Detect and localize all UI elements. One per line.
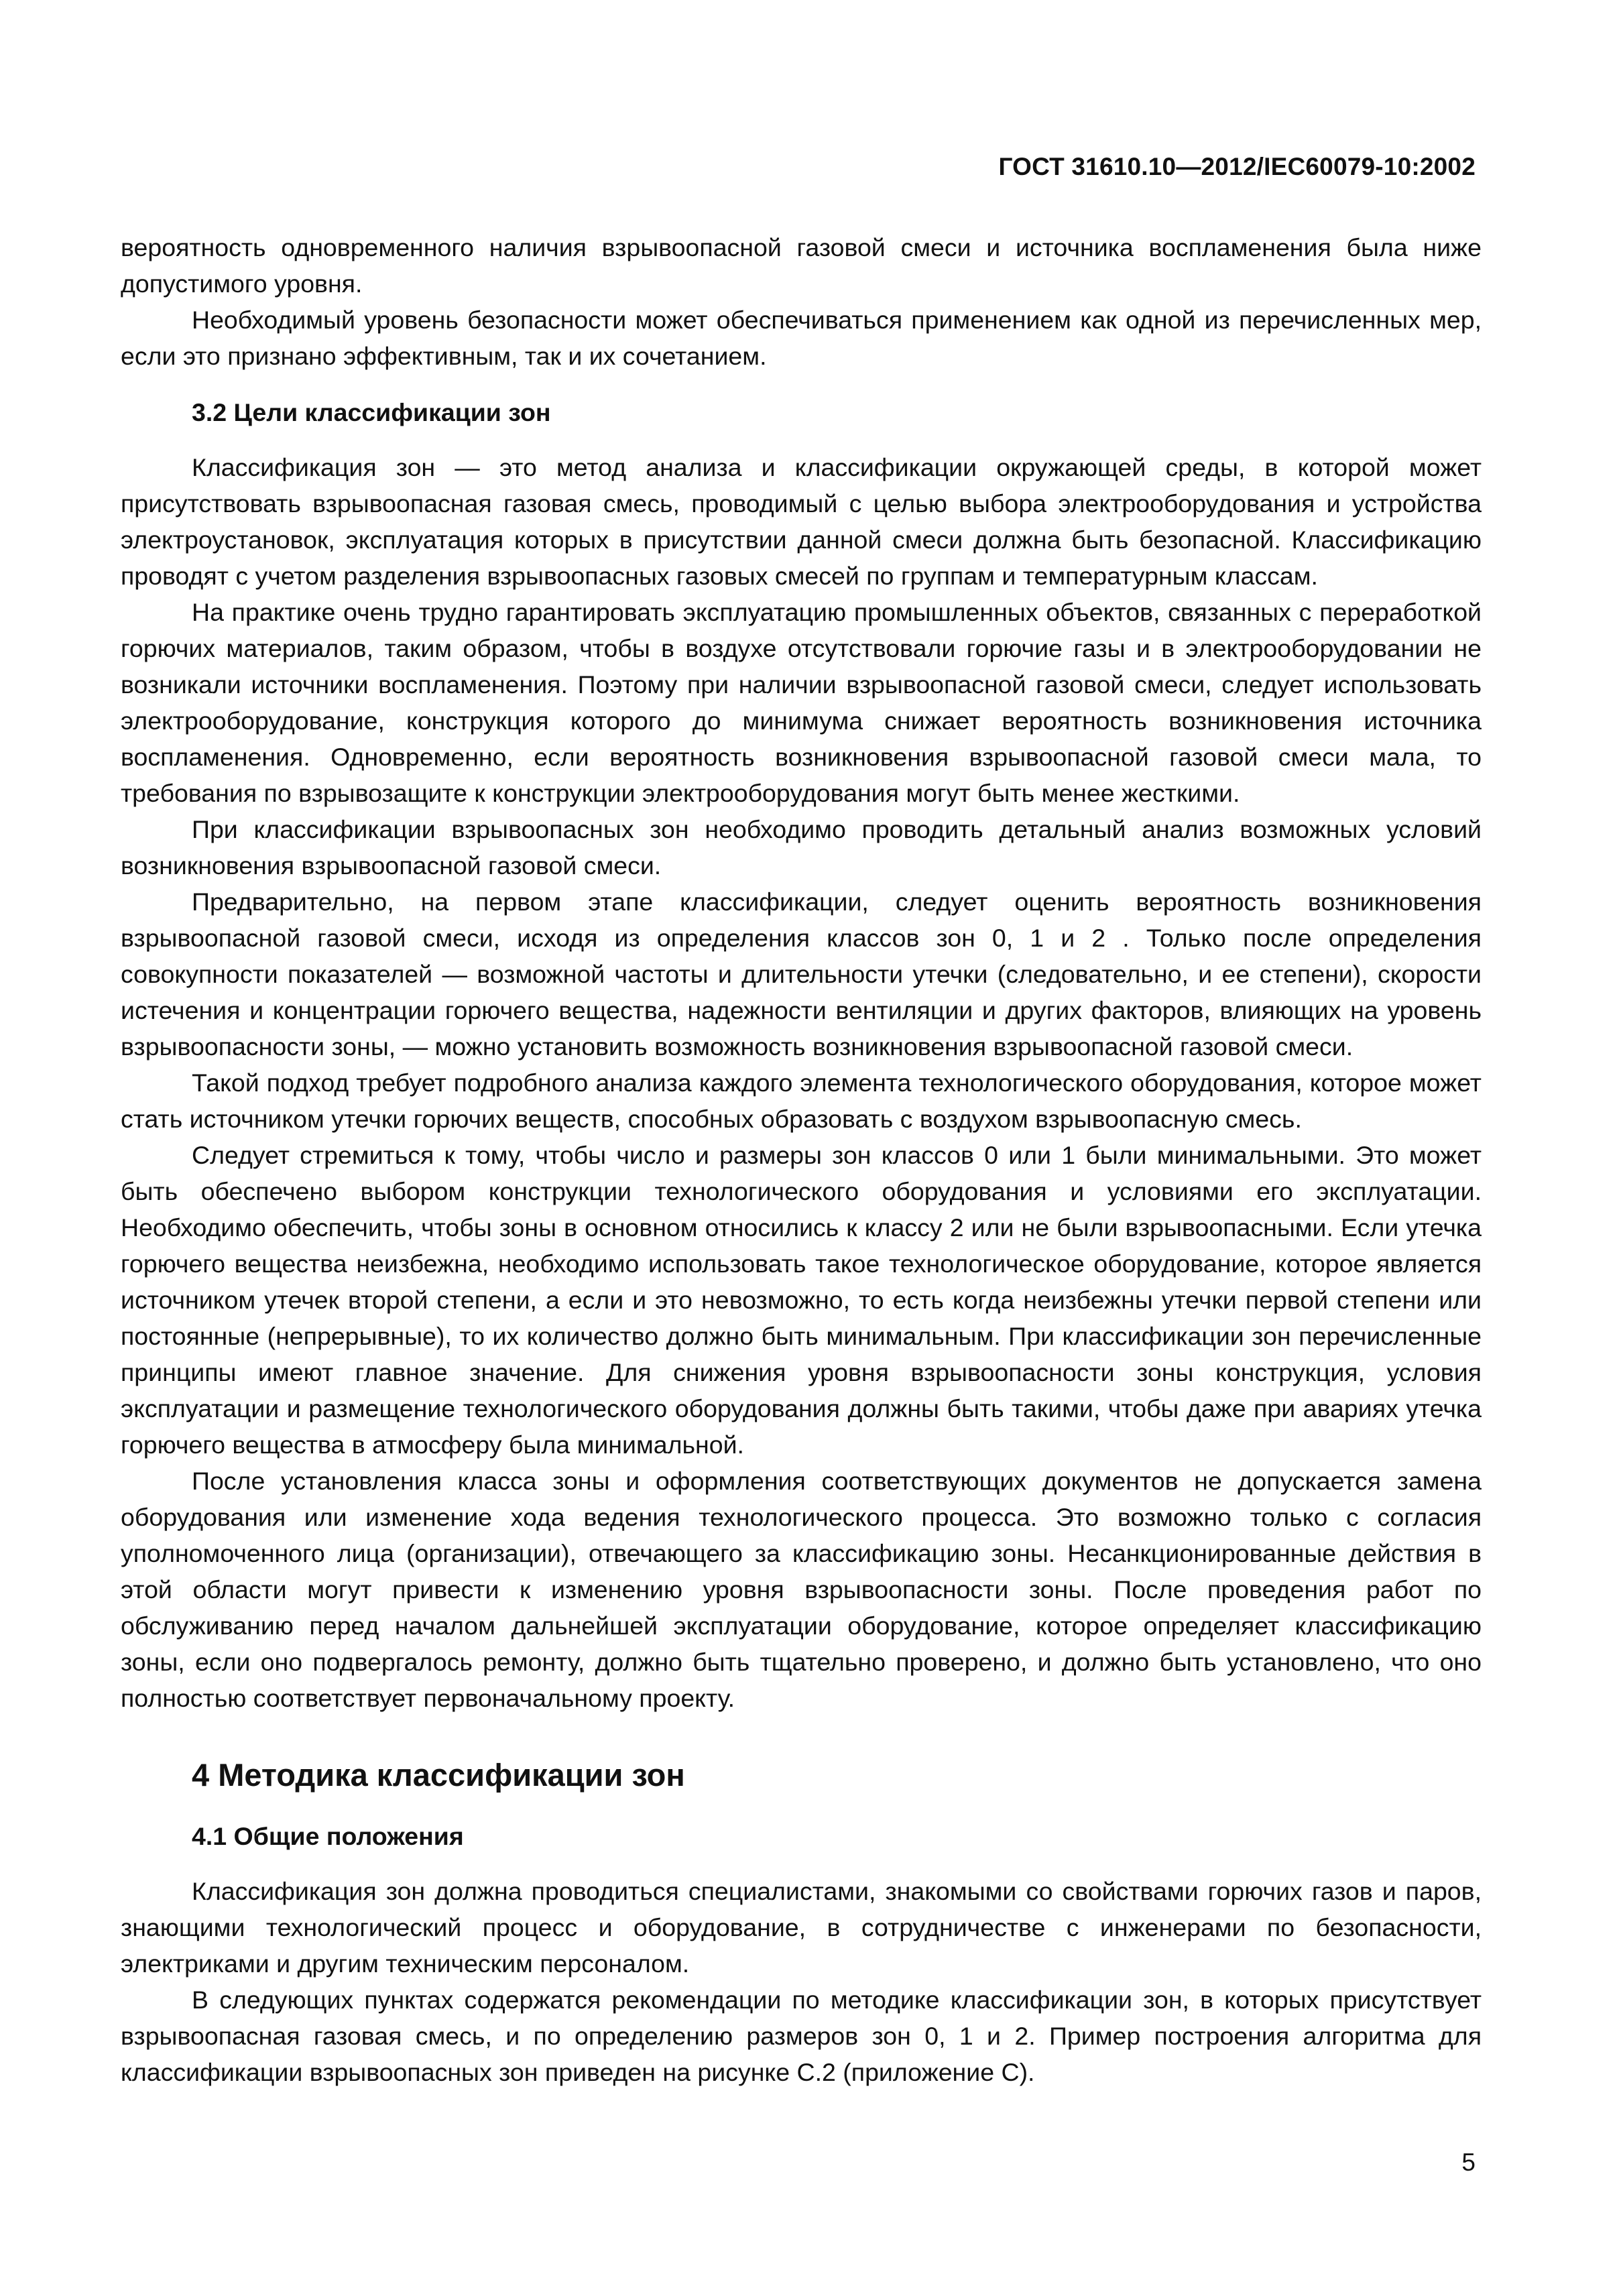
paragraph-3-2-4: Предварительно, на первом этапе классификации, следует оценить вероятность возникновения взрывоопасной газовой смеси, исходя из определения классов зон 0, 1 и 2 . Только после определения совокупности показателей — возможной частоты и длительности утечки (следовательно, и ее степени), скорости истечения и концентрации горючего вещества, надежности вентиляции и других факторов, влияющих на уровень взрывоопасности зоны, — можно установить возможность возникновения взрывоопасной газовой смеси. (121, 888, 1482, 1061)
paragraph-intro: Необходимый уровень безопасности может обеспечиваться применением как одной из перечисленных мер, если это признано эффективным, так и их сочетанием. (121, 306, 1482, 370)
page-number: 5 (1461, 2149, 1476, 2176)
section-4-1-heading: 4.1 Общие положения (192, 1822, 464, 1850)
paragraph-3-2-7: После установления класса зоны и оформления соответствующих документов не допускается замена оборудования или изменение хода ведения технологического процесса. Это возможно только с согласия уполномоченного лица (организации), отвечающего за классификацию зоны. Несанкционированные действия в этой области могут привести к изменению уровня взрывоопасности зоны. После проведения работ по обслуживанию перед началом дальнейшей эксплуатации оборудование, которое определяет классификацию зоны, если оно подвергалось ремонту, должно быть тщательно проверено, и должно быть установлено, что оно полностью соответствует первоначальному проекту. (121, 1467, 1482, 1712)
page-content (121, 229, 1482, 2090)
section-4-heading: 4 Методика классификации зон (192, 1757, 685, 1793)
section-3-2-heading: 3.2 Цели классификации зон (192, 398, 551, 426)
document-code-header: ГОСТ 31610.10—2012/IEC60079-10:2002 (998, 153, 1476, 180)
paragraph-3-2-2: На практике очень трудно гарантировать эксплуатацию промышленных объектов, связанных с переработкой горючих материалов, таким образом, чтобы в воздухе отсутствовали горючие газы и в электрооборудовании не возникали источники воспламенения. Поэтому при наличии взрывоопасной газовой смеси, следует использовать электрооборудование, конструкция которого до минимума снижает вероятность возникновения источника воспламенения. Одновременно, если вероятность возникновения взрывоопасной газовой смеси мала, то требования по взрывозащите к конструкции электрооборудования могут быть менее жесткими. (121, 598, 1482, 807)
paragraph-3-2-6: Следует стремиться к тому, чтобы число и размеры зон классов 0 или 1 были минимальными. Это может быть обеспечено выбором конструкции технологического оборудования и условиями его эксплуатации. Необходимо обеспечить, чтобы зоны в основном относились к классу 2 или не были взрывоопасными. Если утечка горючего вещества неизбежна, необходимо использовать такое технологическое оборудование, которое является источником утечек второй степени, а если и это невозможно, то есть когда неизбежны утечки первой степени или постоянные (непрерывные), то их количество должно быть минимальным. При классификации зон перечисленные принципы имеют главное значение. Для снижения уровня взрывоопасности зоны конструкция, условия эксплуатации и размещение технологического оборудования должны быть такими, чтобы даже при авариях утечка горючего вещества в атмосферу была минимальной. (121, 1141, 1482, 1459)
paragraph-4-1-2: В следующих пунктах содержатся рекомендации по методике классификации зон, в которых присутствует взрывоопасная газовая смесь, и по определению размеров зон 0, 1 и 2. Пример построения алгоритма для классификации взрывоопасных зон приведен на рисунке С.2 (приложение С). (121, 1986, 1482, 2086)
paragraph-intro-continuation: вероятность одновременного наличия взрывоопасной газовой смеси и источника воспламенения была ниже допустимого уровня. (121, 233, 1482, 298)
paragraph-3-2-3: При классификации взрывоопасных зон необходимо проводить детальный анализ возможных условий возникновения взрывоопасной газовой смеси. (121, 815, 1482, 880)
paragraph-3-2-1: Классификация зон — это метод анализа и классификации окружающей среды, в которой может присутствовать взрывоопасная газовая смесь, проводимый с целью выбора электрооборудования и устройства электроустановок, эксплуатация которых в присутствии данной смеси должна быть безопасной. Классификацию проводят с учетом разделения взрывоопасных газовых смесей по группам и температурным классам. (121, 453, 1482, 590)
paragraph-4-1-1: Классификация зон должна проводиться специалистами, знакомыми со свойствами горючих газов и паров, знающими технологический процесс и оборудование, в сотрудничестве с инженерами по безопасности, электриками и другим техническим персоналом. (121, 1877, 1482, 1978)
paragraph-3-2-5: Такой подход требует подробного анализа каждого элемента технологического оборудования, которое может стать источником утечки горючих веществ, способных образовать с воздухом взрывоопасную смесь. (121, 1069, 1482, 1133)
